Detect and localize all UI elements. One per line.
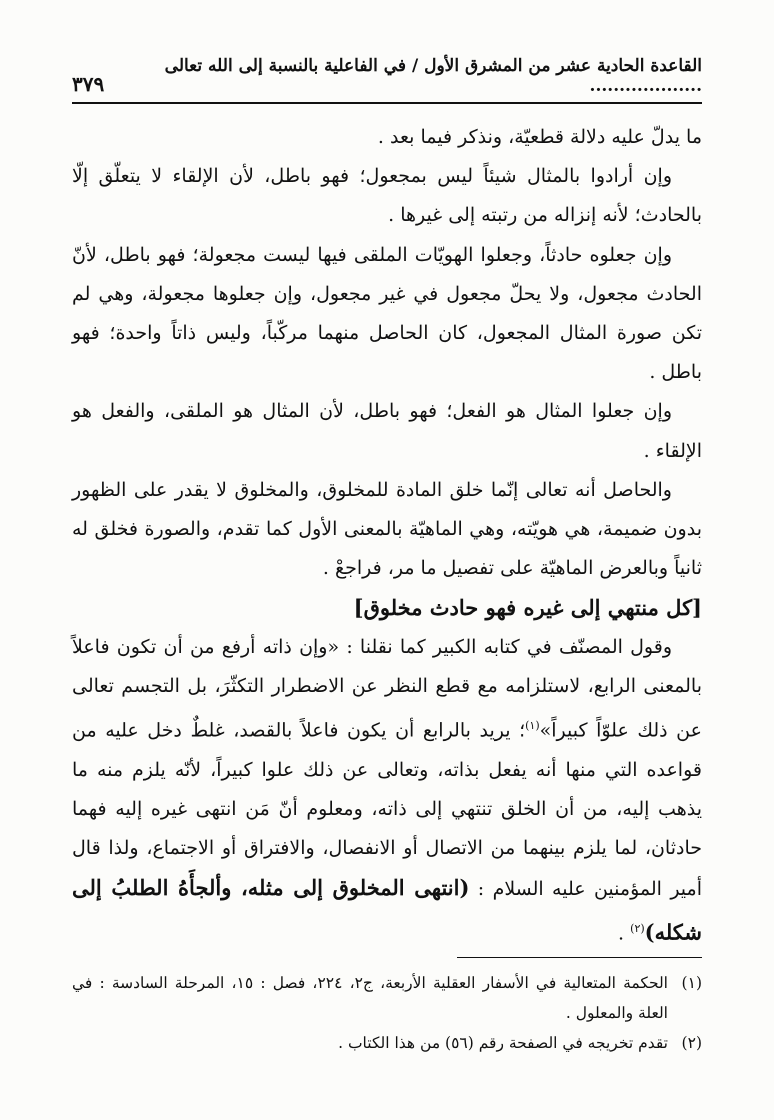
- quote-continuation: ؛ يريد بالرابع أن يكون فاعلاً بالقصد، غلطٌ دخل عليه من قواعده التي منها أنه يفعل بذاته، وتعالى عن ذلك علوا كبيراً، لأنّه يلزم منه ما يذهب إليه، من أن الخلق تنتهي إلى ذاته، ومعلوم أنّ مَن انتهى غيره إليه فهما حادثان، لما يلزم بينهما من الاتصال أو الانفصال، والافتراق أو الاجتماع، ولذا قال أمير المؤمنين عليه السلام :: [72, 719, 702, 901]
- paragraph-end: .: [618, 922, 631, 945]
- quote-paragraph: [72, 628, 702, 954]
- paragraph: والحاصل أنه تعالى إنّما خلق المادة للمخلوق، والمخلوق لا يقدر على الظهور بدون ضميمة، هي هويّته، وهي الماهيّة بالمعنى الأول كما تقدم، والصورة فخلق له ثانياً وبالعرض الماهيّة على تفصيل ما مر، فراجعْ .: [72, 478, 702, 580]
- paragraph: ما يدلّ عليه دلالة قطعيّة، ونذكر فيما بعد .: [377, 126, 702, 148]
- footnote-ref-1[interactable]: (١): [525, 719, 540, 733]
- footnote-text: الحكمة المتعالية في الأسفار العقلية الأربعة، ج٢، ٢٢٤، فصل : ١٥، المرحلة السادسة : في العلة والمعلول .: [72, 974, 668, 1022]
- footnotes: [72, 968, 702, 1058]
- running-header: [72, 56, 702, 104]
- paragraph: وإن أرادوا بالمثال شيئاً ليس بمجعول؛ فهو باطل، لأن الإلقاء لا يتعلّق إلّا بالحادث؛ لأنه إنزاله من رتبته إلى غيرها .: [72, 165, 702, 227]
- footnote-divider: [457, 957, 702, 958]
- footnote-item: [72, 1028, 702, 1058]
- page-number: ٣٧٩: [72, 72, 105, 96]
- hadith-quote: (انتهى المخلوق إلى مثله، وألجأَهُ الطلبُ إلى شكله): [72, 875, 702, 945]
- footnote-number: (٢): [681, 1034, 702, 1052]
- header-title: القاعدة الحادية عشر من المشرق الأول / في الفاعلية بالنسبة إلى الله تعالى ...................: [164, 56, 702, 96]
- section-heading: [كل منتهي إلى غيره فهو حادث مخلوق]: [353, 595, 702, 621]
- quote-text: وقول المصنّف في كتابه الكبير كما نقلنا : «وإن ذاته أرفع من أن تكون فاعلاً بالمعنى الرابع، لاستلزامه مع قطع النظر عن الاضطرار التكثّرَ، بل التجسم تعالى عن ذلك علوّاً كبيراً»: [72, 635, 702, 742]
- footnote-item: [72, 968, 702, 1028]
- main-text: [72, 118, 702, 954]
- paragraph: وإن جعلوه حادثاً، وجعلوا الهويّات الملقى فيها ليست مجعولة؛ فهو باطل، لأنّ الحادث مجعول، ولا يحلّ مجعول في غير مجعول، وإن جعلوها مجعولة، وهي لم تكن صورة المثال المجعول، كان الحاصل منهما مركّباً، وليس ذاتاً واحدة؛ فهو باطل .: [72, 243, 702, 384]
- paragraph: وإن جعلوا المثال هو الفعل؛ فهو باطل، لأن المثال هو الملقى، والفعل هو الإلقاء .: [72, 400, 702, 462]
- footnote-text: تقدم تخريجه في الصفحة رقم (٥٦) من هذا الكتاب .: [338, 1034, 668, 1052]
- footnote-ref-2[interactable]: (٢): [630, 922, 645, 936]
- footnote-number: (١): [681, 974, 702, 992]
